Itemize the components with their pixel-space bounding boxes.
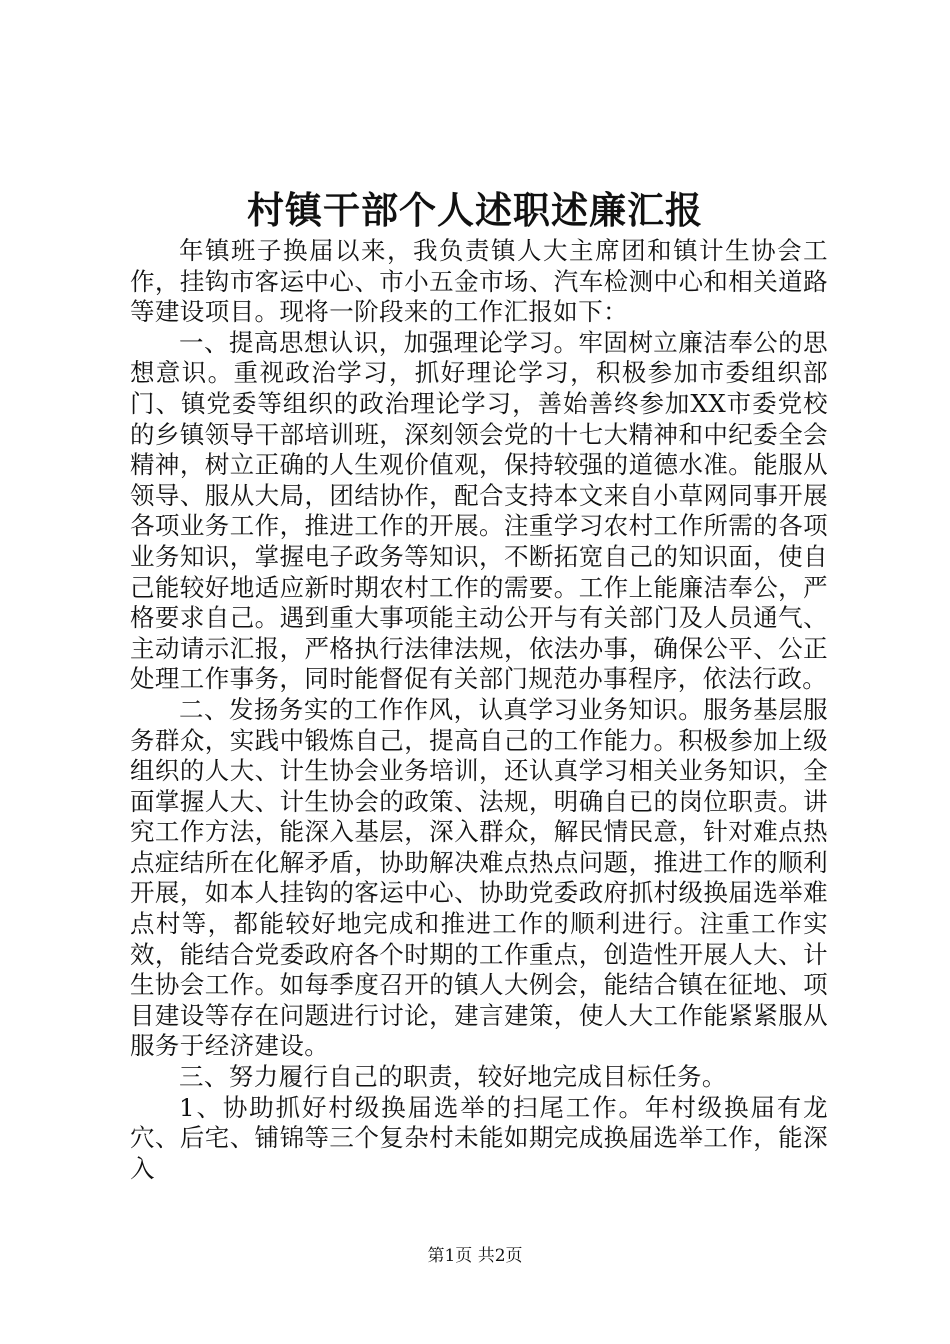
paragraph-item-1: 1、协助抓好村级换届选举的扫尾工作。年村级换届有龙穴、后宅、铺锦等三个复杂村未能如期完成换届选举工作，能深入 <box>130 1092 828 1183</box>
paragraph-section-2: 二、发扬务实的工作作风，认真学习业务知识。服务基层服务群众，实践中锻炼自己，提高自己的工作能力。积极参加上级组织的人大、计生协会业务培训，还认真学习相关业务知识，全面掌握人大、计生协会的政策、法规，明确自已的岗位职责。讲究工作方法，能深入基层，深入群众，解民情民意，针对难点热点症结所在化解矛盾，协助解决难点热点问题，推进工作的顺利开展，如本人挂钩的客运中心、协助党委政府抓村级换届选举难点村等，都能较好地完成和推进工作的顺利进行。注重工作实效，能结合党委政府各个时期的工作重点，创造性开展人大、计生协会工作。如每季度召开的镇人大例会，能结合镇在征地、项目建设等存在问题进行讨论，建言建策，使人大工作能紧紧服从服务于经济建设。 <box>130 694 828 1061</box>
paragraph-intro: 年镇班子换届以来，我负责镇人大主席团和镇计生协会工作，挂钩市客运中心、市小五金市场、汽车检测中心和相关道路等建设项目。现将一阶段来的工作汇报如下： <box>130 236 828 327</box>
paragraph-section-1: 一、提高思想认识，加强理论学习。牢固树立廉洁奉公的思想意识。重视政治学习，抓好理论学习，积极参加市委组织部门、镇党委等组织的政治理论学习，善始善终参加XX市委党校的乡镇领导干部培训班，深刻领会党的十七大精神和中纪委全会精神，树立正确的人生观价值观，保持较强的道德水准。能服从领导、服从大局，团结协作，配合支持本文来自小草网同事开展各项业务工作，推进工作的开展。注重学习农村工作所需的各项业务知识，掌握电子政务等知识，不断拓宽自己的知识面，使自己能较好地适应新时期农村工作的需要。工作上能廉洁奉公，严格要求自己。遇到重大事项能主动公开与有关部门及人员通气、主动请示汇报，严格执行法律法规，依法办事，确保公平、公正处理工作事务，同时能督促有关部门规范办事程序，依法行政。 <box>130 327 828 694</box>
page-footer: 第1页 共2页 <box>427 1246 523 1266</box>
document-body <box>130 236 828 1184</box>
paragraph-section-3: 三、努力履行自己的职责，较好地完成目标任务。 <box>179 1062 727 1092</box>
document-title: 村镇干部个人述职述廉汇报 <box>247 188 703 232</box>
